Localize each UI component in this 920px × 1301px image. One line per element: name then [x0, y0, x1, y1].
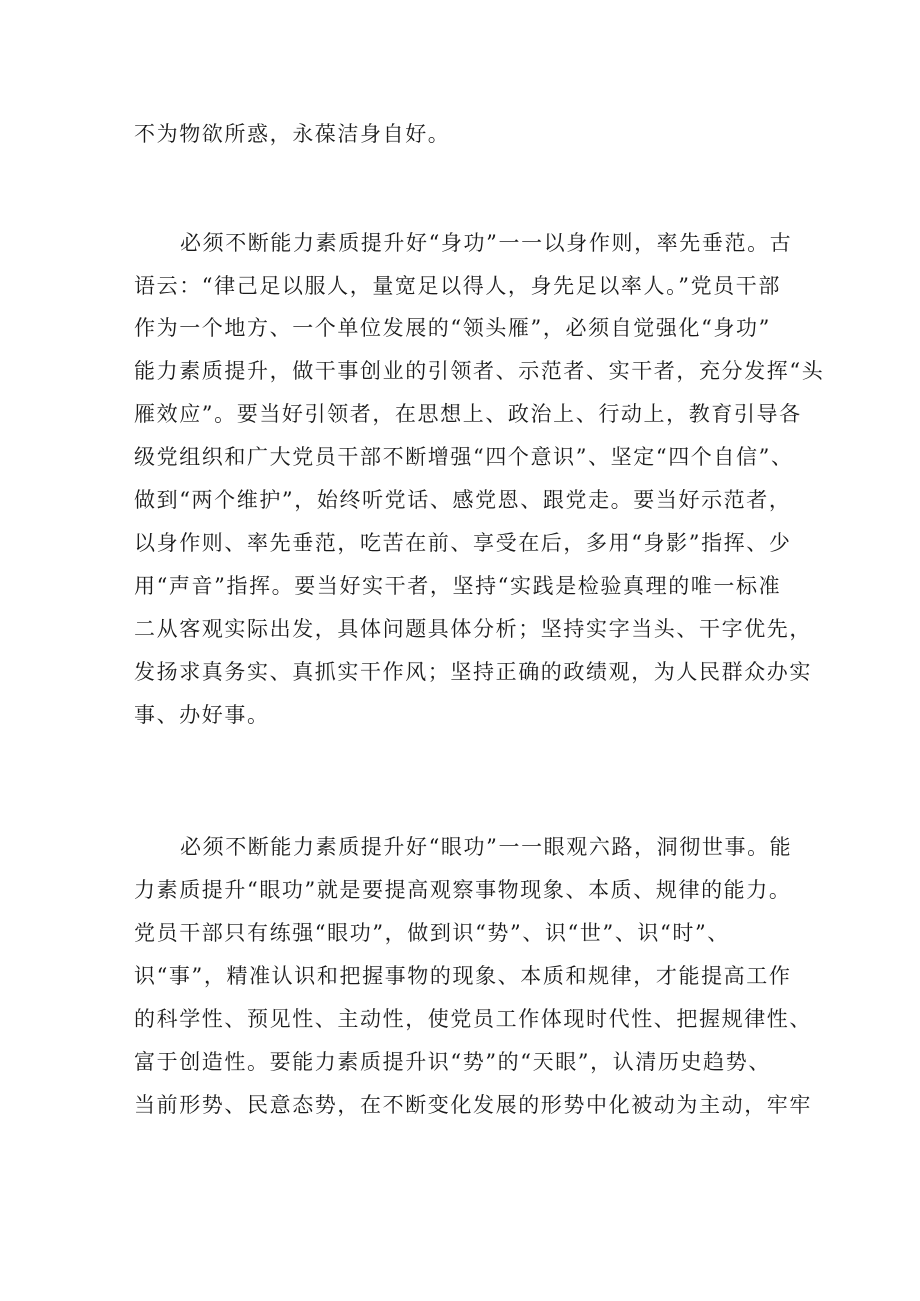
- paragraph-1-line-5: 级党组织和广大党员干部不断增强“四个意识”、坚定“四个自信”、: [134, 445, 794, 469]
- paragraph-2-line-4: 的科学性、预见性、主动性，使党员工作体现时代性、把握规律性、: [134, 1007, 812, 1031]
- paragraph-2-line-3: 识“事”，精准认识和把握事物的现象、本质和规律，才能提高工作: [134, 964, 792, 988]
- paragraph-2-line-1: 力素质提升“眼功”就是要提高观察事物现象、本质、规律的能力。: [134, 878, 792, 902]
- paragraph-1-line-11: 事、办好事。: [134, 703, 270, 727]
- paragraph-1-line-10: 发扬求真务实、真抓实干作风；坚持正确的政绩观，为人民群众办实: [134, 660, 812, 684]
- paragraph-1-line-4: 雁效应”。要当好引领者，在思想上、政治上、行动上，教育引导各: [134, 402, 802, 426]
- paragraph-2-line-2: 党员干部只有练强“眼功”，做到识“势”、识“世”、识“时”、: [134, 921, 730, 945]
- paragraph-2-line-5: 富于创造性。要能力素质提升识“势”的“天眼”，认清历史趋势、: [134, 1050, 771, 1074]
- paragraph-2-line-0: 必须不断能力素质提升好“眼功”一一眼观六路，洞彻世事。能: [180, 835, 793, 859]
- paragraph-1-line-0: 必须不断能力素质提升好“身功”一一以身作则，率先垂范。古: [180, 231, 793, 255]
- paragraph-1-line-7: 以身作则、率先垂范，吃苦在前、享受在后，多用“身影”指挥、少: [134, 531, 792, 555]
- paragraph-1-line-2: 作为一个地方、一个单位发展的“领头雁”，必须自觉强化“身功”: [134, 316, 771, 340]
- paragraph-0-line-0: 不为物欲所惑，永葆洁身自好。: [134, 122, 451, 146]
- paragraph-1-line-1: 语云：“律己足以服人，量宽足以得人，身先足以率人。”党员干部: [134, 274, 781, 298]
- paragraph-1-line-3: 能力素质提升，做干事创业的引领者、示范者、实干者，充分发挥“头: [134, 359, 825, 383]
- paragraph-1-line-6: 做到“两个维护”，始终听党话、感党恩、跟党走。要当好示范者，: [134, 488, 792, 512]
- paragraph-1-line-9: 二从客观实际出发，具体问题具体分析；坚持实字当头、干字优先，: [134, 617, 812, 641]
- paragraph-1-line-8: 用“声音”指挥。要当好实干者，坚持“实践是检验真理的唯一标准: [134, 574, 782, 598]
- paragraph-2-line-6: 当前形势、民意态势，在不断变化发展的形势中化被动为主动，牢牢: [134, 1093, 812, 1117]
